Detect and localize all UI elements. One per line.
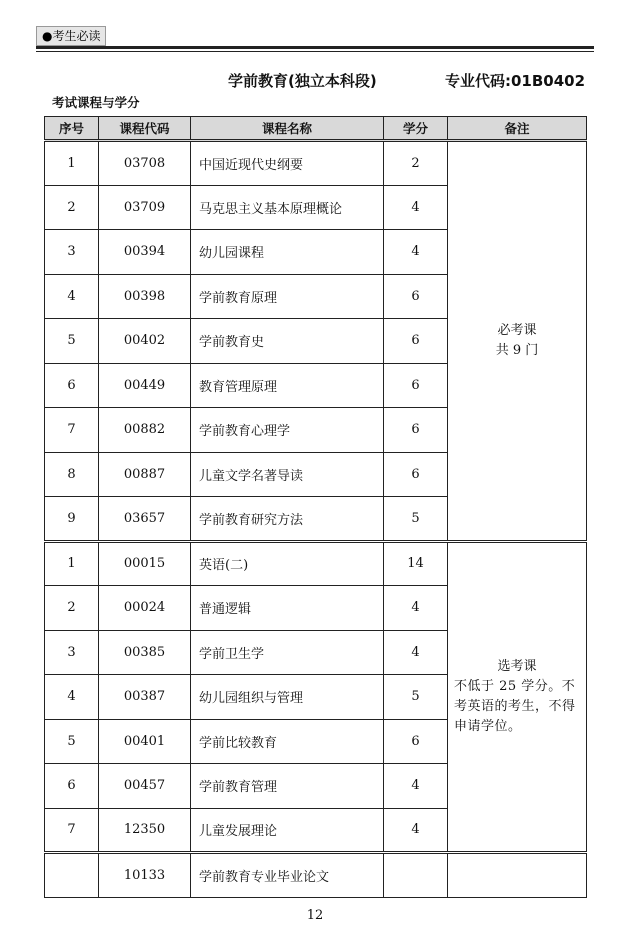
course-name: 学前教育管理 <box>191 764 384 809</box>
course-credit: 6 <box>384 274 448 319</box>
row-no: 1 <box>45 541 99 586</box>
course-code: 00387 <box>99 675 191 720</box>
course-code: 00024 <box>99 586 191 631</box>
row-no: 7 <box>45 408 99 453</box>
note-body: 不低于 25 学分。不考英语的考生，不得申请学位。 <box>454 678 576 734</box>
header-code: 课程代码 <box>99 117 191 141</box>
course-credit: 5 <box>384 675 448 720</box>
table-row <box>45 541 587 586</box>
course-credit: 6 <box>384 452 448 497</box>
course-credit: 4 <box>384 808 448 853</box>
major-code: 专业代码:01B0402 <box>445 72 586 90</box>
row-no <box>45 853 99 898</box>
row-no: 9 <box>45 497 99 542</box>
course-code: 00882 <box>99 408 191 453</box>
header-rule-thick <box>36 46 594 49</box>
course-credit: 6 <box>384 719 448 764</box>
course-credit: 4 <box>384 630 448 675</box>
course-credit: 2 <box>384 141 448 186</box>
row-no: 3 <box>45 230 99 275</box>
course-credit: 6 <box>384 319 448 364</box>
page-number: 12 <box>306 908 324 923</box>
course-credit <box>384 853 448 898</box>
note-body: 共 9 门 <box>495 342 539 358</box>
course-name: 学前教育史 <box>191 319 384 364</box>
course-name: 教育管理原理 <box>191 363 384 408</box>
row-no: 2 <box>45 586 99 631</box>
row-no: 4 <box>45 274 99 319</box>
header-credit: 学分 <box>384 117 448 141</box>
note-title: 必考课 <box>497 322 537 338</box>
course-name: 中国近现代史纲要 <box>191 141 384 186</box>
thesis-note <box>448 853 587 898</box>
course-name: 学前教育专业毕业论文 <box>191 853 384 898</box>
row-no: 3 <box>45 630 99 675</box>
course-code: 00887 <box>99 452 191 497</box>
header-rule-thin <box>36 51 594 52</box>
course-table <box>44 116 587 898</box>
row-no: 5 <box>45 719 99 764</box>
course-name: 幼儿园组织与管理 <box>191 675 384 720</box>
course-credit: 4 <box>384 230 448 275</box>
course-code: 12350 <box>99 808 191 853</box>
row-no: 5 <box>45 319 99 364</box>
row-no: 1 <box>45 141 99 186</box>
table-header-row <box>45 117 587 141</box>
course-credit: 4 <box>384 586 448 631</box>
course-credit: 5 <box>384 497 448 542</box>
course-name: 学前教育原理 <box>191 274 384 319</box>
header-name: 课程名称 <box>191 117 384 141</box>
course-name: 儿童发展理论 <box>191 808 384 853</box>
course-name: 普通逻辑 <box>191 586 384 631</box>
course-name: 儿童文学名著导读 <box>191 452 384 497</box>
course-name: 学前比较教育 <box>191 719 384 764</box>
course-credit: 4 <box>384 764 448 809</box>
table-row <box>45 853 587 898</box>
course-code: 03709 <box>99 185 191 230</box>
table-row <box>45 141 587 186</box>
section-tag: ●考生必读 <box>36 26 106 46</box>
course-name: 幼儿园课程 <box>191 230 384 275</box>
course-code: 00398 <box>99 274 191 319</box>
course-credit: 14 <box>384 541 448 586</box>
course-credit: 6 <box>384 408 448 453</box>
row-no: 2 <box>45 185 99 230</box>
course-name: 英语(二) <box>191 541 384 586</box>
course-code: 00015 <box>99 541 191 586</box>
course-name: 马克思主义基本原理概论 <box>191 185 384 230</box>
course-code: 00449 <box>99 363 191 408</box>
row-no: 6 <box>45 363 99 408</box>
header-no: 序号 <box>45 117 99 141</box>
course-code: 00457 <box>99 764 191 809</box>
course-credit: 6 <box>384 363 448 408</box>
course-name: 学前教育研究方法 <box>191 497 384 542</box>
course-code: 03657 <box>99 497 191 542</box>
course-name: 学前卫生学 <box>191 630 384 675</box>
header-note: 备注 <box>448 117 587 141</box>
course-code: 10133 <box>99 853 191 898</box>
course-code: 00402 <box>99 319 191 364</box>
row-no: 7 <box>45 808 99 853</box>
course-code: 00401 <box>99 719 191 764</box>
course-code: 00394 <box>99 230 191 275</box>
elective-note <box>448 541 587 853</box>
course-name: 学前教育心理学 <box>191 408 384 453</box>
row-no: 8 <box>45 452 99 497</box>
major-name: 学前教育(独立本科段) <box>228 72 377 90</box>
required-note <box>448 141 587 542</box>
course-code: 00385 <box>99 630 191 675</box>
row-no: 6 <box>45 764 99 809</box>
note-title: 选考课 <box>497 658 537 674</box>
course-credit: 4 <box>384 185 448 230</box>
course-code: 03708 <box>99 141 191 186</box>
table-body <box>45 141 587 898</box>
section-subtitle: 考试课程与学分 <box>52 95 140 110</box>
row-no: 4 <box>45 675 99 720</box>
